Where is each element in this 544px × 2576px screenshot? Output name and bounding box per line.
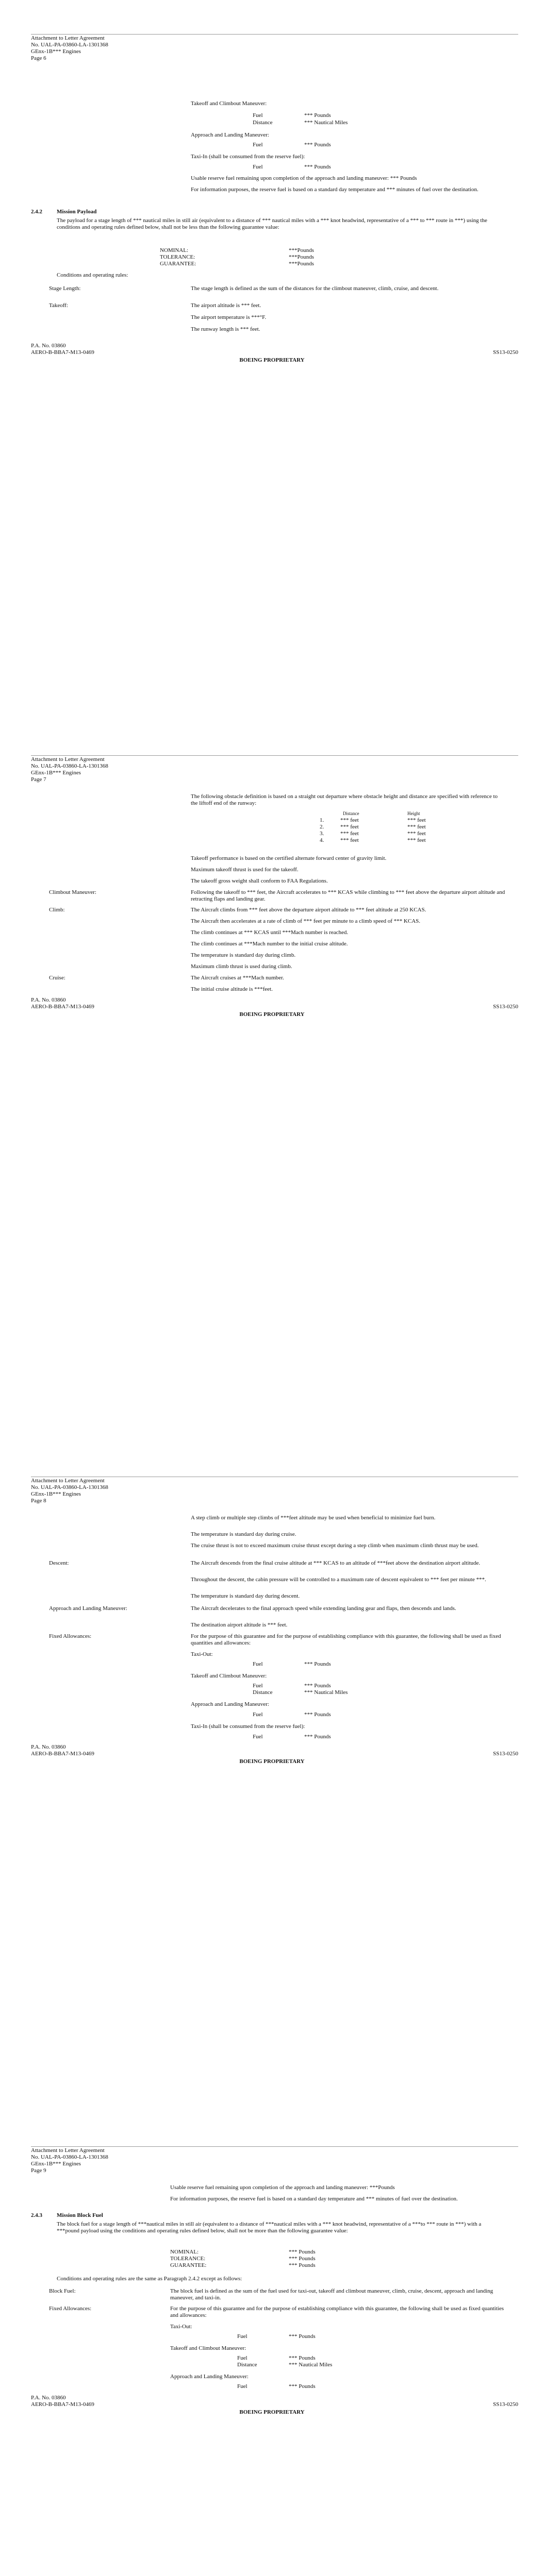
descent-text: Throughout the descent, the cabin pressure will be controlled to a maximum rate of descent equivalent to *** feet per minute ***. (191, 1577, 486, 1583)
obstacle-distance: *** feet (340, 831, 359, 837)
footer-code: SS13-0250 (493, 1751, 518, 1757)
header-attachment: Attachment to Letter Agreement (31, 35, 105, 41)
footer-aero-code: AERO-B-BBA7-M13-0469 (31, 1004, 94, 1010)
climb-text: The climb continues at *** KCAS until ***Mach number is reached. (191, 929, 349, 936)
obstacle-height: *** feet (407, 824, 426, 830)
obstacle-height: *** feet (407, 817, 426, 823)
page-header (31, 35, 108, 62)
fuel-value: *** Pounds (289, 2355, 316, 2361)
nominal-label: NOMINAL: (160, 247, 188, 253)
takeoff-climbout-heading: Takeoff and Climbout Maneuver: (191, 1673, 267, 1679)
stage-length-label: Stage Length: (49, 285, 81, 292)
approach-label: Approach and Landing Maneuver: (49, 1605, 127, 1612)
col-height: Height (407, 811, 420, 816)
obstacle-height: *** feet (407, 837, 426, 843)
header-agreement-no: No. UAL-PA-03860-LA-1301368 (31, 42, 108, 48)
footer-pa-number: P.A. No. 03860 (31, 1744, 66, 1750)
conditions-text: Conditions and operating rules are the same as Paragraph 2.4.2 except as follows: (57, 2276, 242, 2282)
fuel-value: *** Pounds (289, 2333, 316, 2340)
usable-reserve-text: Usable reserve fuel remaining upon completion of the approach and landing maneuver: *** Pounds (191, 175, 417, 181)
climb-text: The Aircraft climbs from *** feet above the departure airport altitude to *** feet altitude at 250 KCAS. (191, 907, 426, 913)
tolerance-label: TOLERANCE: (170, 2256, 206, 2262)
footer-proprietary: BOEING PROPRIETARY (239, 2409, 305, 2415)
page-9 (0, 2143, 544, 2576)
header-attachment: Attachment to Letter Agreement (31, 2147, 105, 2154)
taxi-out-heading: Taxi-Out: (191, 1651, 213, 1657)
fuel-value: *** Pounds (304, 1734, 331, 1740)
footer-pa-number: P.A. No. 03860 (31, 2395, 66, 2401)
tolerance-value: ***Pounds (289, 254, 314, 260)
reserve-info-text: For information purposes, the reserve fuel is based on a standard day temperature and *** minutes of fuel over the destination. (191, 187, 479, 193)
tolerance-value: *** Pounds (289, 2256, 316, 2262)
obstacle-row-number: 4. (320, 837, 324, 843)
header-page-number: Page 9 (31, 2167, 46, 2174)
footer-left (31, 2395, 94, 2408)
fuel-label: Fuel (237, 2355, 248, 2361)
obstacle-row-number: 3. (320, 831, 324, 837)
cruise-label: Cruise: (49, 975, 65, 981)
page-header (31, 1478, 108, 1504)
col-distance: Distance (343, 811, 359, 816)
header-rule (31, 2146, 518, 2147)
taxi-in-heading: Taxi-In (shall be consumed from the reserve fuel): (191, 154, 305, 160)
guarantee-value: *** Pounds (289, 2262, 316, 2268)
section-title: Mission Block Fuel (57, 2212, 103, 2218)
cruise-text: The initial cruise altitude is ***feet. (191, 986, 273, 992)
tolerance-label: TOLERANCE: (160, 254, 195, 260)
header-attachment: Attachment to Letter Agreement (31, 1478, 105, 1484)
approach-heading: Approach and Landing Maneuver: (191, 1701, 269, 1707)
footer-pa-number: P.A. No. 03860 (31, 997, 66, 1003)
obstacle-height: *** feet (407, 831, 426, 837)
cruise-thrust-text: The cruise thrust is not to exceed maximum cruise thrust except during a step climb when maximum climb thrust may be used. (191, 1543, 479, 1549)
nominal-value: ***Pounds (289, 247, 314, 253)
footer-code: SS13-0250 (493, 349, 518, 355)
footer-left (31, 343, 94, 356)
page-header (31, 2147, 108, 2174)
obstacle-distance: *** feet (340, 837, 359, 843)
cruise-text: The Aircraft cruises at ***Mach number. (191, 975, 284, 981)
section-body: The block fuel for a stage length of ***nautical miles in still air (equivalent to a distance of ***nautical miles with a *** knot headwind, representative of a ***to *** route in ***) with a ***pound payload using the conditions and operating rules defined below, shall not be more than the following guarantee value: (57, 2221, 482, 2234)
fixed-allowances-text: For the purpose of this guarantee and for the purpose of establishing compliance with this guarantee, the following shall be used as fixed quantities and allowances: (170, 2306, 504, 2318)
header-engines: GEnx-1B*** Engines (31, 770, 81, 776)
footer-aero-code: AERO-B-BBA7-M13-0469 (31, 1751, 94, 1757)
footer-proprietary: BOEING PROPRIETARY (239, 357, 305, 363)
takeoff-performance-text: Takeoff performance is based on the certified alternate forward center of gravity limit. (191, 855, 387, 861)
footer-left (31, 1744, 94, 1757)
fuel-value: *** Pounds (304, 164, 331, 170)
guarantee-label: GUARANTEE: (160, 261, 196, 267)
distance-value: *** Nautical Miles (304, 1689, 348, 1696)
footer-left (31, 997, 94, 1010)
page-7 (0, 752, 544, 1473)
obstacle-distance: *** feet (340, 817, 359, 823)
climbout-text: Following the takeoff to *** feet, the Aircraft accelerates to *** KCAS while climbing to *** feet above the departure airport altitude and retracting flaps and landing gear. (191, 889, 505, 902)
approach-heading: Approach and Landing Maneuver: (191, 132, 269, 138)
reserve-info-text: For information purposes, the reserve fuel is based on a standard day temperature and *** minutes of fuel over the destination. (170, 2196, 458, 2202)
block-fuel-label: Block Fuel: (49, 2288, 76, 2294)
obstacle-distance: *** feet (340, 824, 359, 830)
header-rule (31, 755, 518, 756)
page-8 (0, 1473, 544, 2195)
descent-text: The Aircraft descends from the final cruise altitude at *** KCAS to an altitude of ***feet above the destination airport altitude. (191, 1560, 481, 1566)
fuel-label: Fuel (253, 1734, 263, 1740)
fuel-label: Fuel (253, 1683, 263, 1689)
fuel-value: *** Pounds (304, 1661, 331, 1667)
taxi-in-heading: Taxi-In (shall be consumed from the reserve fuel): (191, 1723, 305, 1730)
header-agreement-no: No. UAL-PA-03860-LA-1301368 (31, 1484, 108, 1490)
block-fuel-text: The block fuel is defined as the sum of the fuel used for taxi-out, takeoff and climbout maneuver, climb, cruise, descent, approach and landing maneuver, and taxi-in. (170, 2288, 493, 2301)
header-engines: GEnx-1B*** Engines (31, 2161, 81, 2167)
page-header (31, 756, 108, 783)
obstacle-row-number: 2. (320, 824, 324, 830)
header-agreement-no: No. UAL-PA-03860-LA-1301368 (31, 763, 108, 769)
distance-label: Distance (237, 2362, 257, 2368)
guarantee-value: ***Pounds (289, 261, 314, 267)
section-title: Mission Payload (57, 209, 97, 215)
fuel-value: *** Pounds (304, 142, 331, 148)
takeoff-text: The airport temperature is ***°F. (191, 314, 267, 320)
takeoff-text: The runway length is *** feet. (191, 326, 260, 332)
approach-text: The destination airport altitude is *** feet. (191, 1622, 288, 1628)
fixed-allowances-label: Fixed Allowances: (49, 2306, 92, 2312)
guarantee-label: GUARANTEE: (170, 2262, 207, 2268)
takeoff-climbout-heading: Takeoff and Climbout Maneuver: (191, 100, 267, 107)
fuel-value: *** Pounds (304, 1683, 331, 1689)
conditions-heading: Conditions and operating rules: (57, 272, 128, 278)
section-number: 2.4.3 (31, 2212, 42, 2218)
fuel-value: *** Pounds (289, 2383, 316, 2389)
fixed-allowances-text: For the purpose of this guarantee and for the purpose of establishing compliance with this guarantee, the following shall be used as fixed quantities and allowances: (191, 1633, 501, 1646)
footer-pa-number: P.A. No. 03860 (31, 343, 66, 349)
header-engines: GEnx-1B*** Engines (31, 1491, 81, 1497)
header-agreement-no: No. UAL-PA-03860-LA-1301368 (31, 2154, 108, 2160)
takeoff-text: The airport altitude is *** feet. (191, 302, 261, 309)
descent-text: The temperature is standard day during descent. (191, 1593, 300, 1599)
climb-text: The climb continues at ***Mach number to the initial cruise altitude. (191, 941, 348, 947)
approach-text: The Aircraft decelerates to the final approach speed while extending landing gear and flaps, then descends and lands. (191, 1605, 456, 1612)
cruise-temp-text: The temperature is standard day during cruise. (191, 1531, 296, 1537)
takeoff-label: Takeoff: (49, 302, 68, 309)
fuel-label: Fuel (253, 112, 263, 118)
header-page-number: Page 8 (31, 1498, 46, 1504)
footer-code: SS13-0250 (493, 2401, 518, 2408)
climb-label: Climb: (49, 907, 65, 913)
obstacle-intro: The following obstacle definition is based on a straight out departure where obstacle height and distance are specified with reference to the liftoff end of the runway: (191, 793, 498, 806)
footer-aero-code: AERO-B-BBA7-M13-0469 (31, 349, 94, 355)
distance-value: *** Nautical Miles (304, 120, 348, 126)
header-rule (31, 34, 518, 35)
fixed-allowances-label: Fixed Allowances: (49, 1633, 92, 1639)
footer-proprietary: BOEING PROPRIETARY (239, 1758, 305, 1765)
taxi-out-heading: Taxi-Out: (170, 2324, 192, 2330)
climbout-label: Climbout Maneuver: (49, 889, 96, 895)
fuel-value: *** Pounds (304, 1711, 331, 1718)
fuel-label: Fuel (253, 1661, 263, 1667)
nominal-value: *** Pounds (289, 2249, 316, 2255)
footer-proprietary: BOEING PROPRIETARY (239, 1011, 305, 1018)
fuel-label: Fuel (253, 1711, 263, 1718)
takeoff-climbout-heading: Takeoff and Climbout Maneuver: (170, 2345, 246, 2351)
distance-value: *** Nautical Miles (289, 2362, 333, 2368)
fuel-label: Fuel (237, 2383, 248, 2389)
takeoff-weight-text: The takeoff gross weight shall conform to FAA Regulations. (191, 878, 328, 884)
approach-heading: Approach and Landing Maneuver: (170, 2374, 249, 2380)
header-engines: GEnx-1B*** Engines (31, 48, 81, 55)
obstacle-row-number: 1. (320, 817, 324, 823)
fuel-label: Fuel (253, 164, 263, 170)
fuel-label: Fuel (253, 142, 263, 148)
fuel-label: Fuel (237, 2333, 248, 2340)
usable-reserve-text: Usable reserve fuel remaining upon completion of the approach and landing maneuver: ***Pounds (170, 2184, 395, 2191)
climb-text: Maximum climb thrust is used during climb. (191, 963, 292, 970)
footer-aero-code: AERO-B-BBA7-M13-0469 (31, 2401, 94, 2408)
header-page-number: Page 6 (31, 55, 46, 61)
distance-label: Distance (253, 120, 273, 126)
section-number: 2.4.2 (31, 209, 42, 215)
stage-length-text: The stage length is defined as the sum of the distances for the climbout maneuver, climb, cruise, and descent. (191, 285, 439, 292)
descent-label: Descent: (49, 1560, 69, 1566)
climb-text: The temperature is standard day during climb. (191, 952, 296, 958)
header-attachment: Attachment to Letter Agreement (31, 756, 105, 762)
footer-code: SS13-0250 (493, 1004, 518, 1010)
fuel-value: *** Pounds (304, 112, 331, 118)
takeoff-thrust-text: Maximum takeoff thrust is used for the takeoff. (191, 867, 299, 873)
section-body: The payload for a stage length of *** nautical miles in still air (equivalent to a distance of *** nautical miles with a *** knot headwind, representative of a *** to *** route in ***) using the conditions and operating rules defined below, shall not be less than the following guarantee value: (57, 217, 487, 230)
nominal-label: NOMINAL: (170, 2249, 199, 2255)
page-6 (0, 31, 544, 752)
step-climb-text: A step climb or multiple step climbs of ***feet altitude may be used when beneficial to minimize fuel burn. (191, 1515, 436, 1521)
distance-label: Distance (253, 1689, 273, 1696)
header-page-number: Page 7 (31, 776, 46, 783)
climb-text: The Aircraft then accelerates at a rate of climb of *** feet per minute to a climb speed of *** KCAS. (191, 918, 421, 924)
